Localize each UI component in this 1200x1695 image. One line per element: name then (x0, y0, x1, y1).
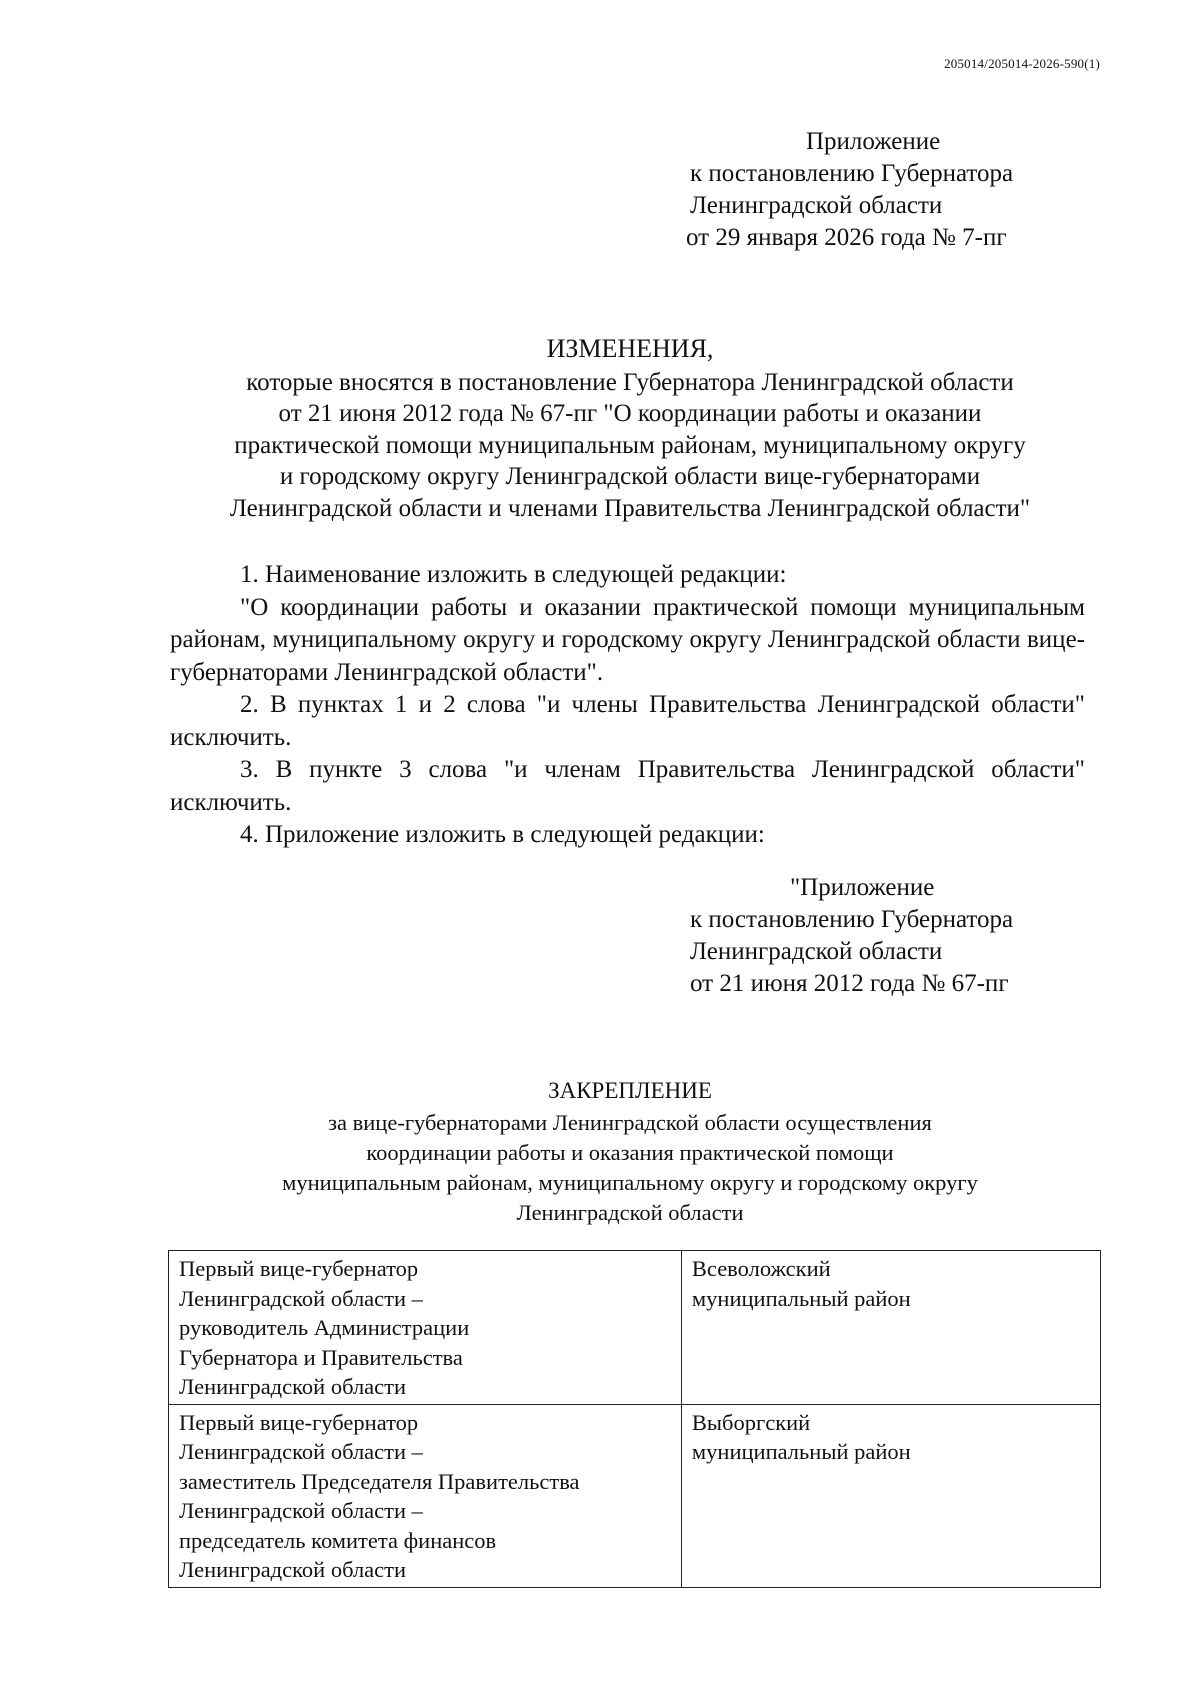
district-line: муниципальный район (691, 1439, 911, 1464)
district-line: муниципальный район (691, 1285, 911, 1311)
appendix-header-line: к постановлению Губернатора (690, 160, 1014, 187)
district-line: Всеволожский (691, 1256, 831, 1281)
assignment-subtitle-line: координации работы и оказания практической помощи (366, 1140, 894, 1165)
official-line: Ленинградской области (179, 1557, 407, 1582)
official-line: Ленинградской области – (179, 1498, 423, 1523)
official-line: Губернатора и Правительства (179, 1344, 463, 1370)
changes-subtitle-line: практической помощи муниципальным районам, муниципальному округу (234, 431, 1026, 459)
new-appendix-header (678, 872, 1098, 1000)
official-cell (169, 1251, 682, 1405)
changes-items (170, 559, 1085, 852)
appendix-header (678, 126, 1098, 254)
document-id: 205014/205014-2026-590(1) (944, 56, 1100, 71)
official-line: Первый вице-губернатор (179, 1256, 419, 1281)
assignment-heading (160, 1076, 1100, 1228)
district-cell (681, 1404, 1100, 1587)
change-item-quote: "О координации работы и оказании практической помощи муниципальным районам, муниципальному округу и городскому округу Ленинградской области вице-губернаторами Ленинградской области". (170, 593, 1085, 686)
changes-subtitle-line: Ленинградской области и членами Правительства Ленинградской области" (229, 494, 1031, 522)
appendix-header-line: от 29 января 2026 года № 7-пг (686, 224, 1007, 251)
assignment-table (168, 1250, 1101, 1588)
change-item: 4. Приложение изложить в следующей редакции: (240, 821, 765, 848)
changes-heading (160, 333, 1100, 524)
official-line: Ленинградской области (179, 1374, 407, 1399)
assignment-subtitle-line: за вице-губернаторами Ленинградской области осуществления (328, 1110, 932, 1135)
official-line: руководитель Администрации (179, 1315, 470, 1340)
official-line: Ленинградской области – (179, 1285, 423, 1311)
changes-subtitle-line: которые вносятся в постановление Губернатора Ленинградской области (246, 368, 1014, 396)
official-line: Первый вице-губернатор (179, 1409, 419, 1435)
change-item: 3. В пункте 3 слова "и членам Правительства Ленинградской области" исключить. (170, 756, 1085, 816)
official-line: председатель комитета финансов (179, 1527, 497, 1553)
changes-subtitle-line: и городскому округу Ленинградской области вице-губернаторами (279, 463, 981, 490)
new-appendix-header-line: к постановлению Губернатора (690, 906, 1014, 933)
changes-title: ИЗМЕНЕНИЯ, (546, 334, 714, 363)
district-line: Выборгский (691, 1409, 811, 1435)
table-row (169, 1404, 1101, 1587)
official-cell (169, 1404, 682, 1587)
table-row (169, 1251, 1101, 1405)
assignment-subtitle-line: Ленинградской области (516, 1200, 744, 1225)
official-line: Ленинградской области – (179, 1439, 423, 1464)
assignment-subtitle-line: муниципальным районам, муниципальному округу и городскому округу (282, 1170, 978, 1195)
new-appendix-header-line: от 21 июня 2012 года № 67-пг (690, 970, 1009, 997)
new-appendix-header-line: "Приложение (790, 874, 935, 901)
change-item: 1. Наименование изложить в следующей редакции: (240, 561, 787, 588)
district-cell (681, 1251, 1100, 1405)
appendix-header-line: Ленинградской области (690, 192, 943, 219)
appendix-header-line: Приложение (806, 128, 941, 155)
changes-subtitle-line: от 21 июня 2012 года № 67-пг "О координации работы и оказании (278, 400, 982, 427)
change-item: 2. В пунктах 1 и 2 слова "и члены Правительства Ленинградской области" исключить. (170, 691, 1085, 751)
assignment-title: ЗАКРЕПЛЕНИЕ (548, 1078, 712, 1103)
official-line: заместитель Председателя Правительства (179, 1468, 580, 1494)
new-appendix-header-line: Ленинградской области (690, 938, 943, 965)
